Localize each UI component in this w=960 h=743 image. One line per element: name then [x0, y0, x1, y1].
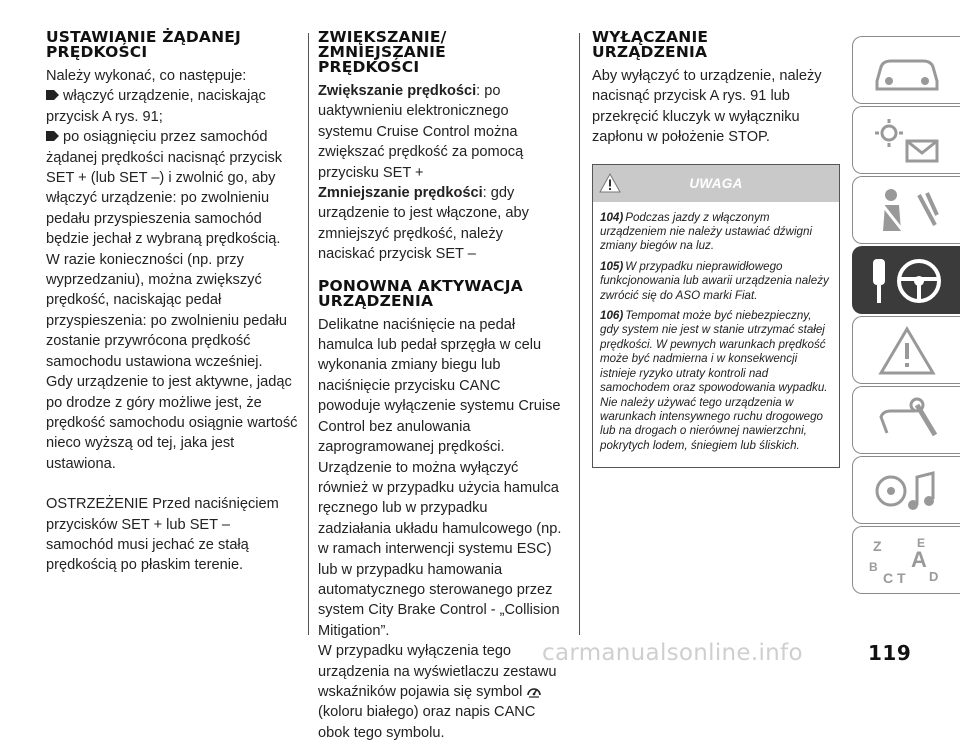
heading-adjust-speed: ZWIĘKSZANIE/ ZMNIEJSZANIE PRĘDKOŚCI — [318, 28, 447, 76]
page-number: 119 — [868, 641, 912, 665]
index-letter: B — [869, 560, 878, 574]
tab-maintenance[interactable] — [852, 386, 960, 454]
heading-set-speed: USTAWIANIE ŻĄDANEJ PRĘDKOŚCI — [46, 28, 242, 61]
alphabet-index-icon — [867, 535, 947, 587]
warning-title: UWAGA — [689, 175, 743, 191]
warning-item: 104) Podczas jazdy z włączonym urządzeniem nie należy ustawiać dźwigni zmiany biegów na luz. — [600, 210, 813, 253]
tab-multimedia[interactable] — [852, 456, 960, 524]
tab-safety[interactable] — [852, 176, 960, 244]
warning-item: 105) W przypadku nieprawidłowego funkcjonowania lub awarii urządzenia należy zwrócić się do ASO marki Fiat. — [600, 259, 829, 302]
column-adjust-speed — [318, 30, 563, 743]
media-navigation-icon — [867, 465, 947, 517]
tab-dashboard[interactable] — [852, 106, 960, 174]
step-2: po osiągnięciu przez samochód żądanej prędkości nacisnąć przycisk SET + (lub SET –) i zwolnić go, aby włączyć urządzenie: po zwolnieniu pedału przyspieszenia samochód będzie jechał z wybraną prędkością. — [46, 129, 283, 248]
warning-triangle-icon — [867, 325, 947, 377]
warning-body — [593, 202, 839, 468]
bullet-arrow-icon — [46, 89, 60, 101]
paragraph-canc-symbol: W przypadku wyłączenia tego urządzenia na wyświetlaczu zestawu wskaźników pojawia się symbol (koloru białego) oraz napis CANC obok tego symbolu. — [318, 643, 557, 741]
tab-getting-to-know-car[interactable] — [852, 36, 960, 104]
bullet-arrow-icon — [46, 130, 60, 142]
paragraph-deactivate: Aby wyłączyć to urządzenie, należy nacisnąć przycisk A rys. 91 lub przekręcić kluczyk w wyłączniku zapłonu w położenie STOP. — [592, 68, 822, 146]
paragraph-downhill: Gdy urządzenie to jest aktywne, jadąc po drodze z góry możliwe jest, że prędkość samochodu osiągnie wartość nieco wyższą od tej, jaka jest ustawiona. — [46, 374, 298, 472]
index-letter: A — [911, 547, 927, 572]
step-1: włączyć urządzenie, naciskając przycisk A rys. 91; — [46, 88, 266, 125]
column-divider — [579, 33, 580, 635]
warning-item: 106) Tempomat może być niebezpieczny, gdy system nie jest w stanie utrzymać stałej prędkości. W pewnych warunkach prędkość może być nadmierna i w konsekwencji istnieje ryzyko utraty kontroli nad samochodem oraz spowodowania wypadku. Nie należy używać tego urządzenia w warunkach intensywnego ruchu drogowego lub na drogach o nierównej nawierzchni, pokrytych lodem, śniegiem lub śliskich. — [600, 309, 828, 452]
index-letter: C — [883, 570, 894, 586]
seatbelt-airbag-icon — [867, 185, 947, 237]
cruise-control-speedometer-icon — [526, 684, 542, 698]
tab-index[interactable] — [852, 526, 960, 594]
tab-starting-driving[interactable] — [852, 246, 960, 314]
column-divider — [308, 33, 309, 635]
paragraph-caution: OSTRZEŻENIE Przed naciśnięciem przycisków SET + lub SET – samochód musi jechać ze stałą prędkością po płaskim terenie. — [46, 496, 279, 574]
index-letter: D — [929, 569, 939, 584]
wrench-car-icon — [867, 395, 947, 447]
dashboard-lights-icon — [867, 115, 947, 167]
index-letter: E — [917, 536, 926, 550]
column-deactivate — [592, 30, 840, 468]
warning-box — [592, 164, 840, 469]
key-steering-wheel-icon — [867, 255, 947, 307]
paragraph-decrease: Zmniejszanie prędkości: gdy urządzenie to jest włączone, aby zmniejszyć prędkość, należy naciskać przycisk SET – — [318, 185, 529, 263]
heading-reactivation: PONOWNA AKTYWACJA URZĄDZENIA — [318, 276, 523, 310]
column-set-speed — [46, 30, 298, 576]
car-icon — [867, 45, 947, 97]
paragraph-overtaking: W razie konieczności (np. przy wyprzedzaniu), można zwiększyć prędkość, naciskając pedał przyspieszenia: po zwolnieniu pedału zostanie przywrócona prędkość samochodu ustawiona wcześniej. — [46, 251, 287, 370]
watermark: carmanualsonline.info — [542, 640, 803, 666]
index-letter: T — [897, 570, 906, 586]
heading-deactivate: WYŁĄCZANIE URZĄDZENIA — [592, 28, 709, 61]
paragraph-handbrake: Urządzenie to można wyłączyć również w przypadku użycia hamulca ręcznego lub w przypadku zadziałania układu hamulcowego (np. w ramach interwencji systemu ESC) lub w przypadku hamowania automatycznego sterowanego przez system City Brake Control - „Collision Mitigation”. — [318, 459, 562, 639]
intro-text: Należy wykonać, co następuje: — [46, 68, 247, 84]
paragraph-brake-pedal: Delikatne naciśnięcie na pedał hamulca lub pedał sprzęgła w celu wykonania zmiany biegu lub naciśnięcie przycisku CANC powoduje wyłączenie systemu Cruise Control bez anulowania zaprogramowanej prędkości. — [318, 316, 561, 456]
warning-header — [593, 165, 839, 202]
paragraph-increase: Zwiększanie prędkości: po uaktywnieniu elektronicznego systemu Cruise Control można zwiększać prędkość za pomocą przycisku SET + — [318, 83, 524, 181]
tab-warning-lights[interactable] — [852, 316, 960, 384]
index-letter: Z — [873, 538, 882, 554]
chapter-tabs — [852, 36, 960, 596]
